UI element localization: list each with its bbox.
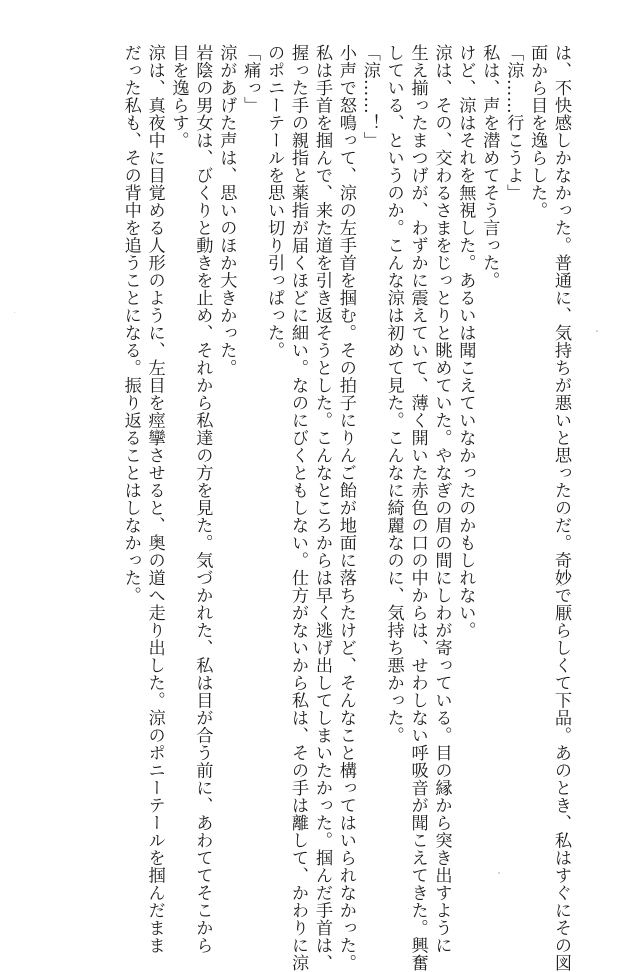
text-line: 「涼……！」: [359, 44, 380, 149]
text-line: 「涼……行こうよ」: [503, 44, 524, 202]
text-line: 岩陰の男女は、びくりと動きを止め、それから私達の方を見た。気づかれた、私は目が合う前に、あわててそこから: [192, 44, 213, 954]
text-line: 私は、声を潜めてそう言った。: [479, 44, 500, 289]
text-line: のポニーテールを思い切り引っぱった。: [264, 44, 285, 359]
text-line: だった私も、その背中を追うことになる。振り返ることはしなかった。: [120, 44, 141, 604]
scan-speck: [596, 330, 598, 332]
text-line: 涼は、その、交わるさまをじっとりと眺めていた。やなぎの眉の間にしわが寄っている。目の縁から突き出すように: [431, 44, 452, 954]
text-line: している、というのか。こんな涼は初めて見た。こんなに綺麗なのに、気持ち悪かった。: [383, 44, 404, 744]
text-line: 涼があげた声は、思いのほか大きかった。: [216, 44, 237, 377]
text-line: 生え揃ったまつげが、わずかに震えていて、薄く開いた赤色の口の中からは、せわしない呼吸音が聞こえてきた。興奮: [407, 44, 428, 972]
text-line: 私は手首を掴んで、来た道を引き返そうとした。こんなところからは早く逃げ出してしまいたかった。掴んだ手首は、: [311, 44, 332, 972]
text-line: けど、涼はそれを無視した。あるいは聞こえていなかったのかもしれない。: [455, 44, 476, 639]
text-line: 涼は、真夜中に目覚める人形のように、左目を痙攣させると、奥の道へ走り出した。涼のポニーテールを掴んだまま: [144, 44, 165, 954]
text-line: 面から目を逸らした。: [527, 44, 548, 219]
text-line: 握った手の親指と薬指が届くほどに細い。なのにびくともしない。仕方がないから私は、その手は離して、かわりに涼: [288, 44, 309, 972]
scan-speck: [14, 312, 15, 313]
text-line: 目を逸らす。: [168, 44, 189, 149]
text-line: は、不快感しかなかった。普通に、気持ちが悪いと思ったのだ。奇妙で厭らしくて下品。あのとき、私はすぐにその図: [551, 44, 571, 972]
text-line: 「痛っ」: [240, 44, 261, 114]
scan-speck: [498, 872, 500, 874]
vertical-text-body: [118, 44, 572, 972]
text-line: 小声で怒鳴って、涼の左手首を掴む。その拍子にりんご飴が地面に落ちたけど、そんなこと構ってはいられなかった。: [335, 44, 356, 972]
